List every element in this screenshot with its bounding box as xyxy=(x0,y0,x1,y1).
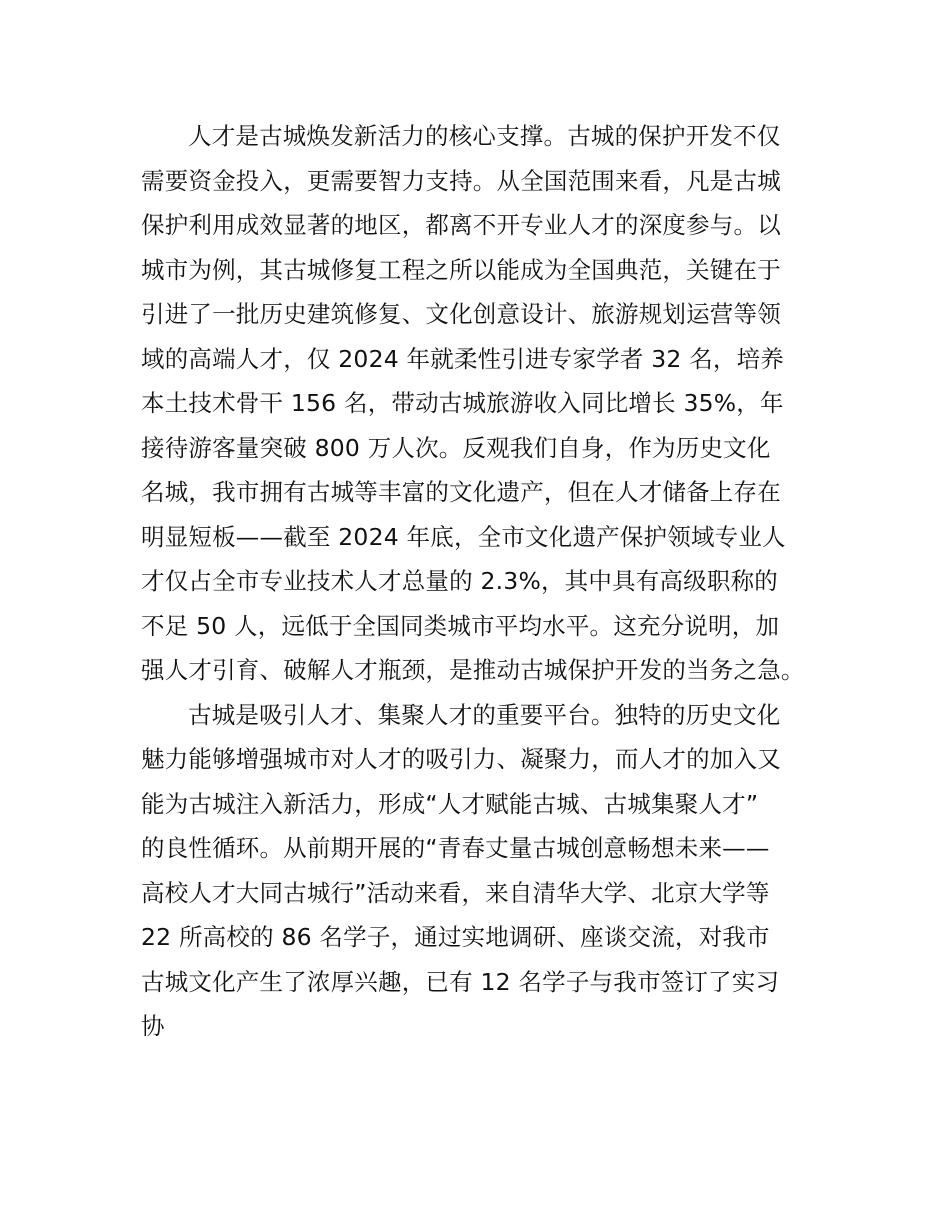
paragraph-line: 强人才引育、破解人才瓶颈，是推动古城保护开发的当务之急。 xyxy=(141,656,805,684)
paragraph-line: 古城文化产生了浓厚兴趣，已有 12 名学子与我市签订了实习 xyxy=(141,968,780,996)
paragraph-line: 高校人才大同古城行”活动来看，来自清华大学、北京大学等 xyxy=(141,879,770,907)
paragraph-line: 人才是古城焕发新活力的核心支撑。古城的保护开发不仅 xyxy=(188,122,781,150)
paragraph-line: 明显短板——截至 2024 年底，全市文化遗产保护领域专业人 xyxy=(141,523,786,551)
paragraph-line: 能为古城注入新活力，形成“人才赋能古城、古城集聚人才” xyxy=(141,790,759,818)
paragraph-line: 保护利用成效显著的地区，都离不开专业人才的深度参与。以 xyxy=(141,211,781,239)
paragraph-line: 魅力能够增强城市对人才的吸引力、凝聚力，而人才的加入又 xyxy=(141,745,781,773)
paragraph-line: 名城，我市拥有古城等丰富的文化遗产，但在人才储备上存在 xyxy=(141,478,781,506)
paragraph-line: 本土技术骨干 156 名，带动古城旅游收入同比增长 35%，年 xyxy=(141,389,784,417)
paragraph-line: 22 所高校的 86 名学子，通过实地调研、座谈交流，对我市 xyxy=(141,923,770,951)
paragraph-line: 才仅占全市专业技术人才总量的 2.3%，其中具有高级职称的 xyxy=(141,567,778,595)
paragraph-line: 协 xyxy=(141,1012,165,1040)
paragraph-line: 城市为例，其古城修复工程之所以能成为全国典范，关键在于 xyxy=(141,256,781,284)
paragraph-line: 引进了一批历史建筑修复、文化创意设计、旅游规划运营等领 xyxy=(141,300,781,328)
paragraph-line: 古城是吸引人才、集聚人才的重要平台。独特的历史文化 xyxy=(188,701,781,729)
paragraph-line: 不足 50 人，远低于全国同类城市平均水平。这充分说明，加 xyxy=(141,612,780,640)
paragraph-line: 接待游客量突破 800 万人次。反观我们自身，作为历史文化 xyxy=(141,434,771,462)
paragraph-line: 的良性循环。从前期开展的“青春丈量古城创意畅想未来—— xyxy=(141,834,770,862)
paragraph-line: 域的高端人才，仅 2024 年就柔性引进专家学者 32 名，培养 xyxy=(141,345,784,373)
paragraph-line: 需要资金投入，更需要智力支持。从全国范围来看，凡是古城 xyxy=(141,167,781,195)
